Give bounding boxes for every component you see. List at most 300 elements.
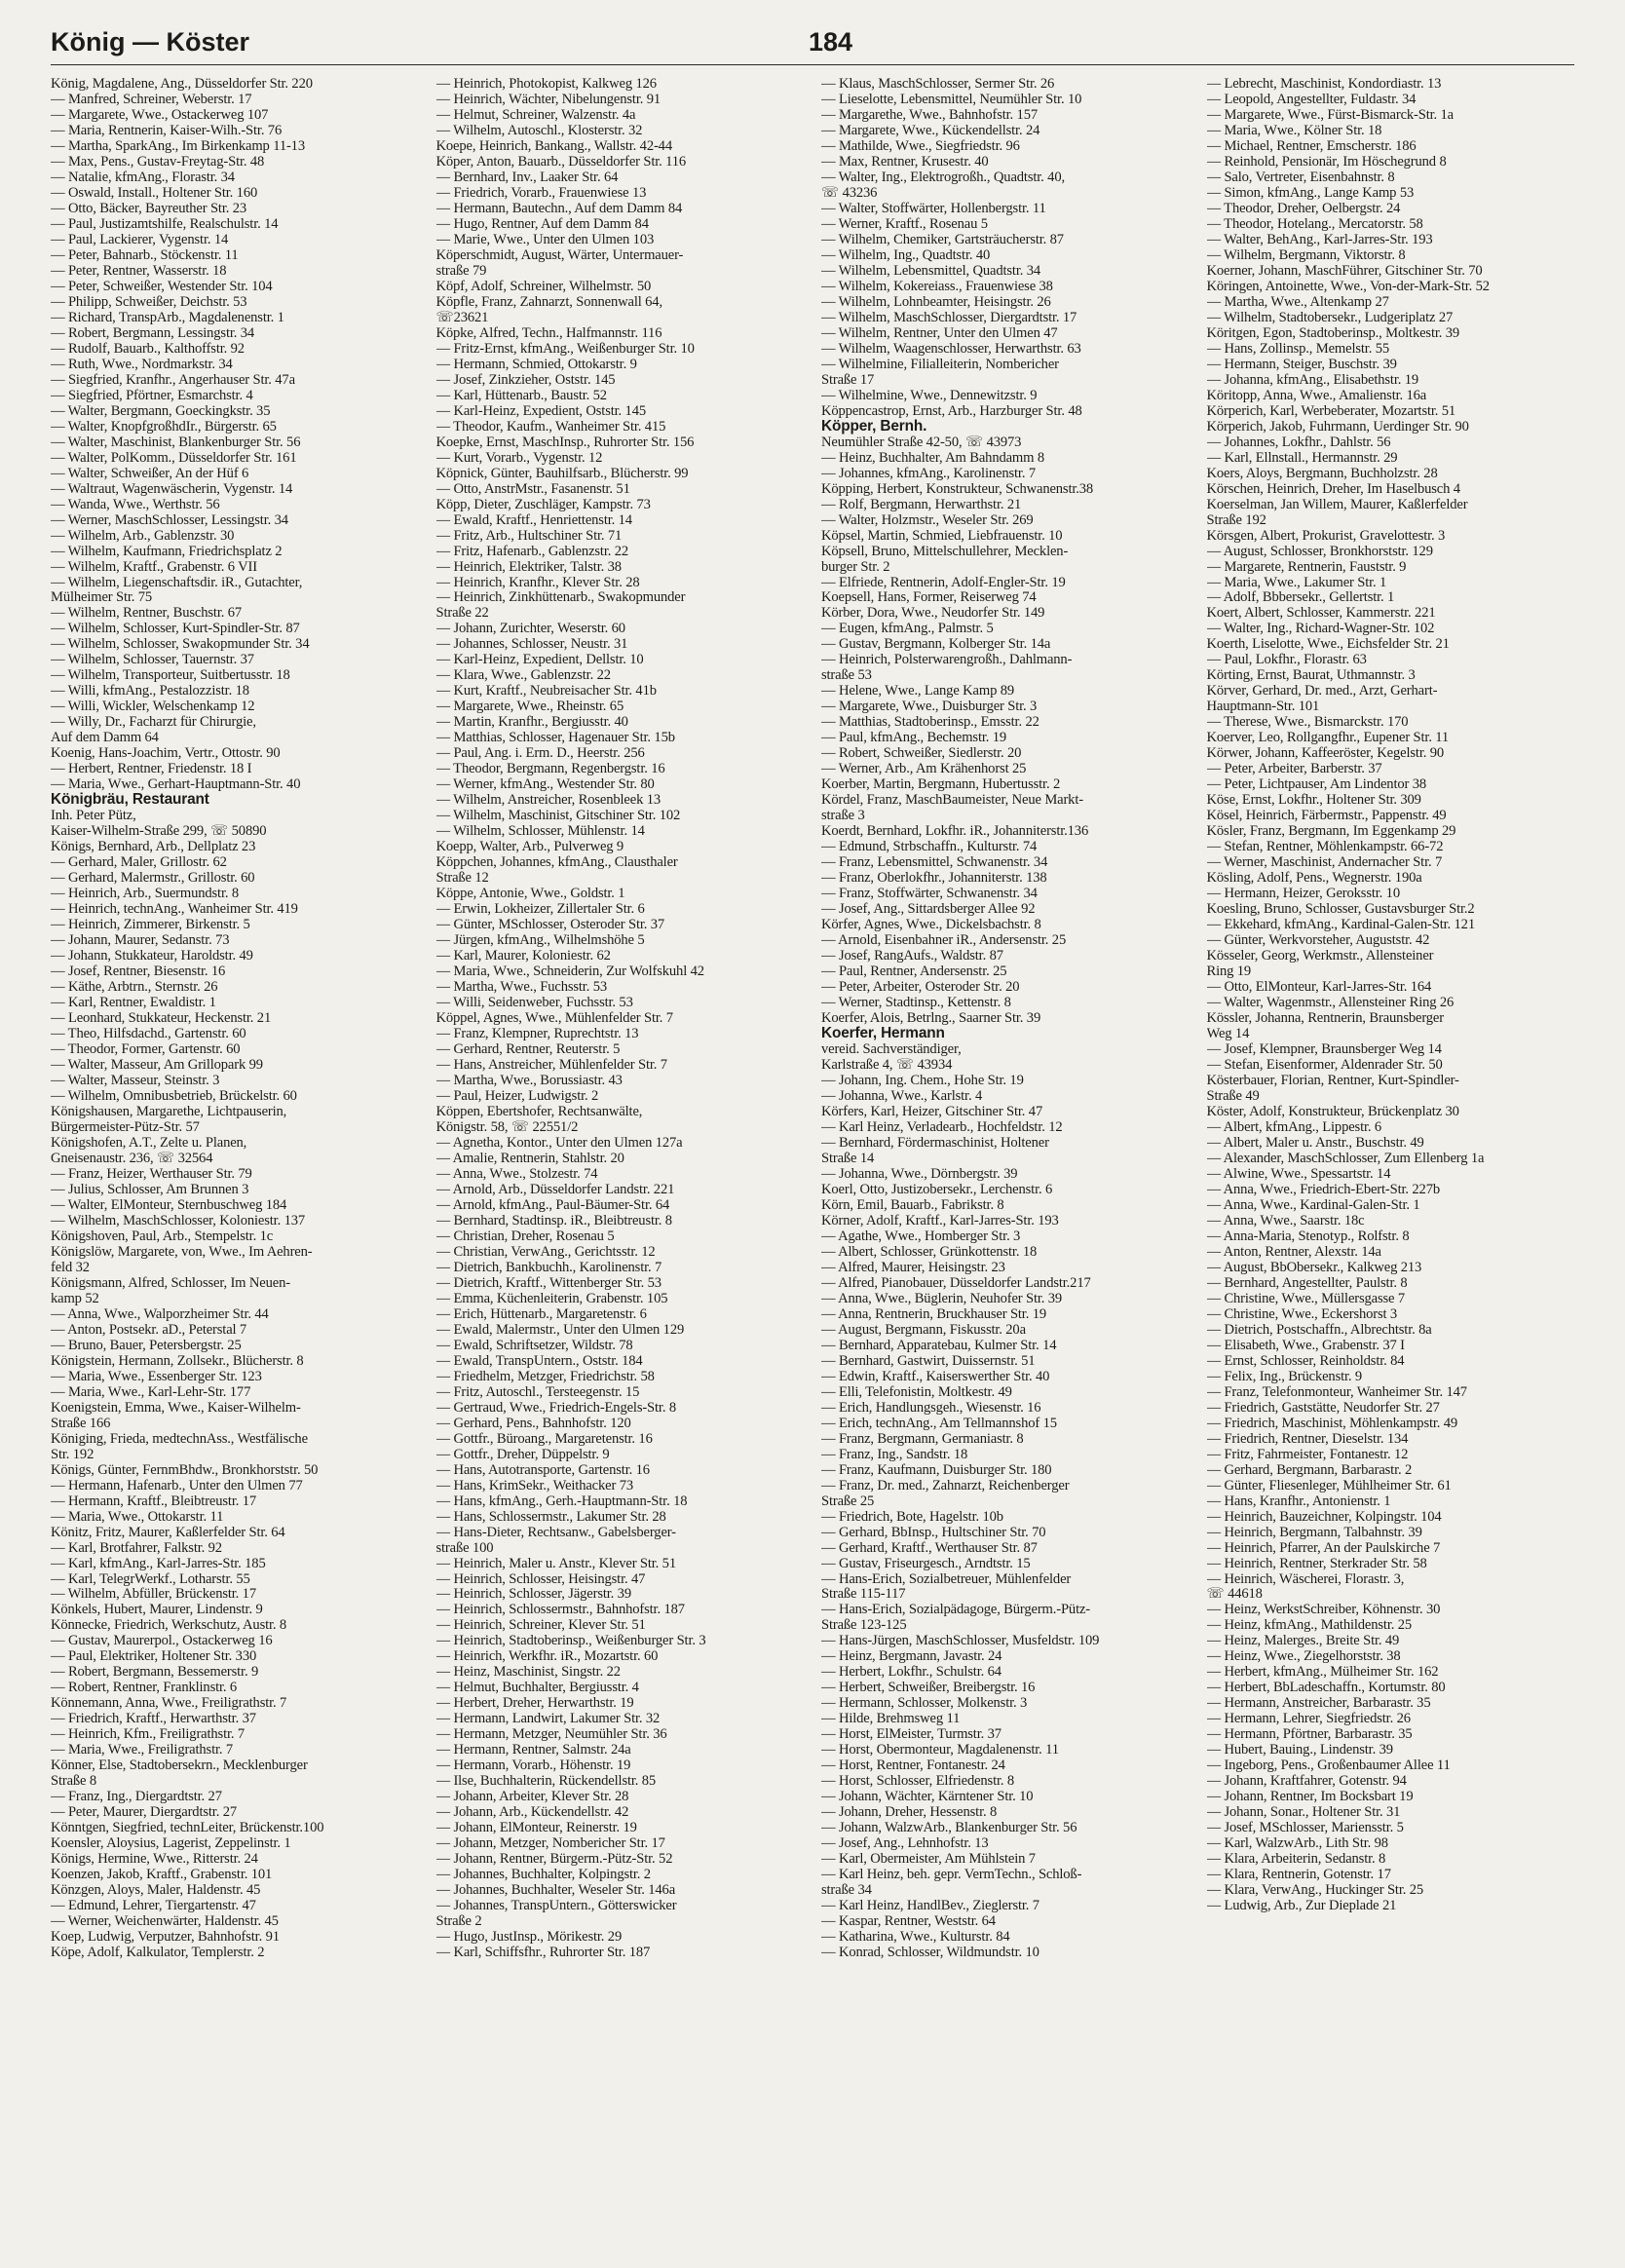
directory-entry: — Hermann, Bautechn., Auf dem Damm 84 — [435, 200, 683, 216]
directory-entry: — Johann, Metzger, Nombericher Str. 17 — [435, 1835, 665, 1852]
directory-entry: Straße 2 — [435, 1913, 482, 1930]
directory-entry: — Heinrich, technAng., Wanheimer Str. 419 — [51, 901, 298, 918]
directory-entry: — Karl Heinz, beh. gepr. VermTechn., Schloß- — [821, 1867, 1082, 1883]
directory-entry: — Wilhelm, Kraftf., Grabenstr. 6 VII — [51, 558, 257, 575]
directory-entry: — Adolf, Bbbersekr., Gellertstr. 1 — [1206, 589, 1395, 606]
directory-entry: — Heinz, Wwe., Ziegelhorststr. 38 — [1206, 1648, 1401, 1665]
directory-entry: — Siegfried, Kranfhr., Angerhauser Str. 47a — [51, 371, 295, 388]
directory-entry: — Herbert, BbLadeschaffn., Kortumstr. 80 — [1206, 1680, 1446, 1696]
directory-entry: — Christian, Dreher, Rosenau 5 — [435, 1228, 615, 1244]
directory-entry: — Günter, Werkvorsteher, Auguststr. 42 — [1206, 932, 1430, 949]
directory-entry: Str. 192 — [51, 1446, 94, 1462]
directory-entry: — Max, Rentner, Krusestr. 40 — [821, 153, 989, 170]
directory-entry: Körperich, Jakob, Fuhrmann, Uerdinger Str. 90 — [1206, 418, 1469, 435]
directory-entry: — Alfred, Maurer, Heisingstr. 23 — [821, 1259, 1005, 1275]
directory-entry: — Karl, Maurer, Koloniestr. 62 — [435, 948, 611, 964]
directory-entry: — Alfred, Pianobauer, Düsseldorfer Landstr.217 — [821, 1274, 1091, 1291]
directory-entry: — Wilhelm, Rentner, Buschstr. 67 — [51, 605, 243, 622]
directory-entry: — Heinrich, Elektriker, Talstr. 38 — [435, 558, 622, 575]
directory-entry: — Martha, Wwe., Fuchsstr. 53 — [435, 979, 607, 996]
directory-entry: — Paul, Lackierer, Vygenstr. 14 — [51, 231, 229, 247]
directory-entry: — Fritz, Hafenarb., Gablenzstr. 22 — [435, 543, 629, 559]
directory-entry: — Johann, Kraftfahrer, Gotenstr. 94 — [1206, 1773, 1407, 1790]
directory-entry: — Robert, Bergmann, Bessemerstr. 9 — [51, 1664, 259, 1681]
directory-entry: — Gottfr., Dreher, Düppelstr. 9 — [435, 1446, 610, 1462]
directory-entry: — Klara, VerwAng., Huckinger Str. 25 — [1206, 1882, 1424, 1899]
directory-entry: — Paul, Elektriker, Holtener Str. 330 — [51, 1648, 257, 1665]
directory-entry: — Werner, Kraftf., Rosenau 5 — [821, 215, 988, 232]
directory-entry: — Ewald, Schriftsetzer, Wildstr. 78 — [435, 1337, 633, 1353]
directory-entry: — Lieselotte, Lebensmittel, Neumühler Str. 10 — [821, 91, 1082, 107]
directory-entry: — Wilhelm, Ing., Quadtstr. 40 — [821, 246, 991, 263]
directory-entry: — Jürgen, kfmAng., Wilhelmshöhe 5 — [435, 932, 645, 949]
directory-entry: — Karl, Schiffsfhr., Ruhrorter Str. 187 — [435, 1945, 651, 1961]
directory-entry: — Elli, Telefonistin, Moltkestr. 49 — [821, 1383, 1012, 1400]
directory-entry: — Peter, Arbeiter, Osteroder Str. 20 — [821, 979, 1020, 996]
directory-entry: — Walter, Maschinist, Blankenburger Str. 56 — [51, 434, 301, 450]
directory-entry: — Hans, Zollinsp., Memelstr. 55 — [1206, 340, 1389, 357]
directory-entry: — Maria, Wwe., Essenberger Str. 123 — [51, 1368, 262, 1384]
directory-entry: — Anna, Wwe., Walporzheimer Str. 44 — [51, 1305, 269, 1322]
directory-entry: — Wanda, Wwe., Werthstr. 56 — [51, 496, 220, 512]
directory-entry: — Leopold, Angestellter, Fuldastr. 34 — [1206, 91, 1417, 107]
directory-entry: — Anna, Wwe., Saarstr. 18c — [1206, 1212, 1365, 1228]
directory-entry: — Paul, kfmAng., Bechemstr. 19 — [821, 730, 1007, 746]
directory-entry: — Robert, Schweißer, Siedlerstr. 20 — [821, 745, 1022, 762]
directory-entry: — Helmut, Buchhalter, Bergiusstr. 4 — [435, 1680, 639, 1696]
directory-entry: — Werner, Weichenwärter, Haldenstr. 45 — [51, 1913, 279, 1930]
directory-entry: — Walter, Holzmstr., Weseler Str. 269 — [821, 511, 1034, 528]
directory-entry: Gneisenaustr. 236, ☏ 32564 — [51, 1150, 213, 1166]
directory-entry: — Heinrich, Maler u. Anstr., Klever Str. 51 — [435, 1555, 676, 1571]
directory-entry: Königs, Bernhard, Arb., Dellplatz 23 — [51, 839, 256, 855]
directory-entry: — Johann, ElMonteur, Reinerstr. 19 — [435, 1820, 637, 1836]
directory-entry: — Robert, Bergmann, Lessingstr. 34 — [51, 324, 255, 341]
directory-entry: — Wilhelm, Abfüller, Brückenstr. 17 — [51, 1586, 256, 1603]
directory-entry: Kösterbauer, Florian, Rentner, Kurt-Spindler- — [1206, 1073, 1459, 1088]
directory-entry: — Heinz, Malerges., Breite Str. 49 — [1206, 1633, 1400, 1649]
directory-entry: — Wilhelm, Schlosser, Swakopmunder Str. 34 — [51, 636, 310, 653]
directory-entry: straße 3 — [821, 808, 865, 824]
directory-entry: — Wilhelm, Kokereiass., Frauenwiese 38 — [821, 278, 1053, 294]
directory-entry: — Josef, Zinkzieher, Oststr. 145 — [435, 371, 616, 388]
directory-entry: Könnemann, Anna, Wwe., Freiligrathstr. 7 — [51, 1695, 287, 1712]
directory-entry: — Josef, Rentner, Biesenstr. 16 — [51, 964, 226, 980]
directory-entry: — Maria, Wwe., Kölner Str. 18 — [1206, 122, 1382, 138]
directory-entry: — Theodor, Bergmann, Regenbergstr. 16 — [435, 761, 665, 777]
directory-entry: Koenig, Hans-Joachim, Vertr., Ottostr. 90 — [51, 745, 281, 762]
directory-entry: — Matthias, Stadtoberinsp., Emsstr. 22 — [821, 714, 1039, 731]
directory-entry: — Friedrich, Bote, Hagelstr. 10b — [821, 1508, 1003, 1525]
directory-entry: — Anna, Rentnerin, Bruckhauser Str. 19 — [821, 1305, 1047, 1322]
directory-entry: Koerner, Johann, MaschFührer, Gitschiner Str. 70 — [1206, 262, 1483, 279]
directory-entry: — Margarete, Wwe., Kückendellstr. 24 — [821, 122, 1040, 138]
directory-entry: Körwer, Johann, Kaffeeröster, Kegelstr. 90 — [1206, 745, 1445, 762]
directory-entry: — Ewald, Kraftf., Henriettenstr. 14 — [435, 511, 632, 528]
directory-entry: — Ewald, Malermstr., Unter den Ulmen 129 — [435, 1321, 685, 1338]
column-1 — [51, 76, 415, 2253]
directory-entry: — Wilhelm, MaschSchlosser, Koloniestr. 137 — [51, 1212, 306, 1228]
directory-entry: — Wilhelm, Stadtobersekr., Ludgeriplatz 27 — [1206, 309, 1454, 325]
directory-entry: — Konrad, Schlosser, Wildmundstr. 10 — [821, 1945, 1039, 1961]
directory-entry: — Hans-Erich, Sozialpädagoge, Bürgerm.-Pütz- — [821, 1602, 1091, 1618]
directory-entry: Körperich, Karl, Werbeberater, Mozartstr. 51 — [1206, 402, 1456, 419]
directory-entry: Mülheimer Str. 75 — [51, 589, 153, 606]
directory-entry: — Heinz, WerkstSchreiber, Köhnenstr. 30 — [1206, 1602, 1441, 1618]
directory-entry: — Kurt, Vorarb., Vygenstr. 12 — [435, 449, 603, 466]
directory-entry: Königstr. 58, ☏ 22551/2 — [435, 1118, 579, 1135]
directory-entry: — Theodor, Former, Gartenstr. 60 — [51, 1041, 241, 1058]
directory-entry: — Walter, Masseur, Steinstr. 3 — [51, 1073, 220, 1088]
directory-entry: — Wilhelm, Schlosser, Tauernstr. 37 — [51, 652, 254, 668]
directory-entry: — Christian, VerwAng., Gerichtsstr. 12 — [435, 1243, 656, 1260]
directory-entry: — Wilhelm, Transporteur, Suitbertusstr. 18 — [51, 667, 290, 684]
directory-entry: — Herbert, Dreher, Herwarthstr. 19 — [435, 1695, 634, 1712]
directory-entry: Königstein, Hermann, Zollsekr., Blücherstr. 8 — [51, 1352, 304, 1369]
directory-entry: — Werner, kfmAng., Westender Str. 80 — [435, 776, 655, 793]
directory-entry: — Heinrich, Arb., Suermundstr. 8 — [51, 886, 240, 902]
directory-entry: Könntgen, Siegfried, technLeiter, Brückenstr.100 — [51, 1820, 324, 1836]
directory-entry: — Heinz, Buchhalter, Am Bahndamm 8 — [821, 449, 1044, 466]
page-number: 184 — [809, 27, 853, 57]
directory-entry: — Friedrich, Gaststätte, Neudorfer Str. 27 — [1206, 1399, 1440, 1416]
directory-entry: — Klara, Wwe., Gablenzstr. 22 — [435, 667, 611, 684]
directory-entry: — Albert, Maler u. Anstr., Buschstr. 49 — [1206, 1134, 1424, 1151]
directory-entry: Köpke, Alfred, Techn., Halfmannstr. 116 — [435, 324, 662, 341]
directory-entry: Köppchen, Johannes, kfmAng., Clausthaler — [435, 854, 678, 871]
directory-entry: Koensler, Aloysius, Lagerist, Zeppelinstr. 1 — [51, 1835, 291, 1852]
directory-entry: Könkels, Hubert, Maurer, Lindenstr. 9 — [51, 1602, 263, 1618]
directory-entry: — Gerhard, Maler, Grillostr. 62 — [51, 854, 227, 871]
directory-entry: — Therese, Wwe., Bismarckstr. 170 — [1206, 714, 1409, 731]
directory-entry: Koerselman, Jan Willem, Maurer, Kaßlerfelder — [1206, 496, 1468, 512]
directory-entry: — Karl Heinz, HandlBev., Zieglerstr. 7 — [821, 1898, 1039, 1914]
directory-entry: — Karl-Heinz, Expedient, Dellstr. 10 — [435, 652, 644, 668]
directory-entry: — Theo, Hilfsdachd., Gartenstr. 60 — [51, 1026, 246, 1042]
directory-entry: Straße 25 — [821, 1493, 875, 1509]
directory-entry: — Anton, Postsekr. aD., Peterstal 7 — [51, 1321, 247, 1338]
directory-entry: — Peter, Schweißer, Westender Str. 104 — [51, 278, 273, 294]
directory-entry: — Heinrich, Schlossermstr., Bahnhofstr. 187 — [435, 1602, 685, 1618]
directory-entry: — Leonhard, Stukkateur, Heckenstr. 21 — [51, 1010, 272, 1027]
directory-entry: — Dietrich, Kraftf., Wittenberger Str. 53 — [435, 1274, 661, 1291]
directory-entry: vereid. Sachverständiger, — [821, 1041, 962, 1058]
directory-entry: — Ludwig, Arb., Zur Dieplade 21 — [1206, 1898, 1397, 1914]
directory-entry: — Franz, Klempner, Ruprechtstr. 13 — [435, 1026, 639, 1042]
directory-entry: — Horst, Schlosser, Elfriedenstr. 8 — [821, 1773, 1015, 1790]
directory-entry: Koepke, Ernst, MaschInsp., Ruhrorter Str. 156 — [435, 434, 695, 450]
directory-entry: — Heinz, Maschinist, Singstr. 22 — [435, 1664, 621, 1681]
directory-entry: — Johann, Arbeiter, Klever Str. 28 — [435, 1789, 629, 1805]
directory-entry: — Karl, Ellnstall., Hermannstr. 29 — [1206, 449, 1398, 466]
directory-entry: — Johannes, Lokfhr., Dahlstr. 56 — [1206, 434, 1391, 450]
directory-entry: Bürgermeister-Pütz-Str. 57 — [51, 1118, 200, 1135]
directory-entry: — Arnold, kfmAng., Paul-Bäumer-Str. 64 — [435, 1196, 670, 1213]
directory-entry: Könnecke, Friedrich, Werkschutz, Austr. 8 — [51, 1617, 287, 1634]
directory-entry: — Margarethe, Wwe., Bahnhofstr. 157 — [821, 106, 1038, 123]
directory-entry: Kössler, Johanna, Rentnerin, Braunsberger — [1206, 1010, 1444, 1027]
column-2 — [436, 76, 801, 2253]
directory-entry: — Heinrich, Stadtoberinsp., Weißenburger Str. 3 — [435, 1633, 706, 1649]
directory-entry: — Johann, Ing. Chem., Hohe Str. 19 — [821, 1073, 1024, 1088]
directory-entry: Körn, Emil, Bauarb., Fabrikstr. 8 — [821, 1196, 1004, 1213]
directory-entry: — Alwine, Wwe., Spessartstr. 14 — [1206, 1165, 1391, 1182]
directory-entry: — Franz, Lebensmittel, Schwanenstr. 34 — [821, 854, 1048, 871]
directory-entry: Köpsell, Bruno, Mittelschullehrer, Mecklen- — [821, 543, 1069, 559]
directory-entry: — Margarete, Wwe., Duisburger Str. 3 — [821, 699, 1038, 715]
directory-entry: — Helene, Wwe., Lange Kamp 89 — [821, 683, 1015, 699]
directory-entry: — Erich, Handlungsgeh., Wiesenstr. 16 — [821, 1399, 1041, 1416]
directory-entry: — Bernhard, Gastwirt, Duissernstr. 51 — [821, 1352, 1036, 1369]
directory-entry: — Wilhelm, Lohnbeamter, Heisingstr. 26 — [821, 293, 1051, 310]
directory-entry: — Agathe, Wwe., Homberger Str. 3 — [821, 1228, 1021, 1244]
directory-entry: — Gustav, Friseurgesch., Arndtstr. 15 — [821, 1555, 1031, 1571]
directory-entry: — Johann, Maurer, Sedanstr. 73 — [51, 932, 230, 949]
directory-entry: — Maria, Rentnerin, Kaiser-Wilh.-Str. 76 — [51, 122, 283, 138]
directory-entry: — Gustav, Maurerpol., Ostackerweg 16 — [51, 1633, 273, 1649]
directory-entry: — Hermann, Metzger, Neumühler Str. 36 — [435, 1726, 667, 1743]
directory-entry: — Walter, KnopfgroßhdIr., Bürgerstr. 65 — [51, 418, 277, 435]
directory-entry: — Johann, Stukkateur, Haroldstr. 49 — [51, 948, 253, 964]
directory-entry: Köster, Adolf, Konstrukteur, Brückenplatz 30 — [1206, 1103, 1459, 1119]
directory-entry: — Albert, kfmAng., Lippestr. 6 — [1206, 1118, 1382, 1135]
directory-entry: — Wilhelm, Maschinist, Gitschiner Str. 102 — [435, 808, 681, 824]
directory-entry: — Hugo, Rentner, Auf dem Damm 84 — [435, 215, 649, 232]
directory-entry: — Josef, RangAufs., Waldstr. 87 — [821, 948, 1003, 964]
directory-entry: Königs, Hermine, Wwe., Ritterstr. 24 — [51, 1851, 258, 1868]
directory-entry: — Franz, Heizer, Werthauser Str. 79 — [51, 1165, 252, 1182]
directory-entry: — Reinhold, Pensionär, Im Höschegrund 8 — [1206, 153, 1447, 170]
directory-entry: — Peter, Lichtpauser, Am Lindentor 38 — [1206, 776, 1427, 793]
directory-entry: — Johanna, Wwe., Karlstr. 4 — [821, 1087, 983, 1104]
directory-entry: — Ruth, Wwe., Nordmarkstr. 34 — [51, 356, 233, 372]
directory-entry: — Werner, Arb., Am Krähenhorst 25 — [821, 761, 1027, 777]
directory-entry: Koesling, Bruno, Schlosser, Gustavsburger Str.2 — [1206, 901, 1475, 918]
directory-entry: — Amalie, Rentnerin, Stahlstr. 20 — [435, 1150, 624, 1166]
directory-entry: — Johannes, Schlosser, Neustr. 31 — [435, 636, 628, 653]
directory-entry: — Gustav, Bergmann, Kolberger Str. 14a — [821, 636, 1051, 653]
directory-entry: — Wilhelm, Arb., Gablenzstr. 30 — [51, 527, 235, 544]
directory-entry: — Hermann, Vorarb., Höhenstr. 19 — [435, 1758, 631, 1774]
directory-entry: — Hans, Schlossermstr., Lakumer Str. 28 — [435, 1508, 666, 1525]
directory-entry: — Herbert, kfmAng., Mülheimer Str. 162 — [1206, 1664, 1439, 1681]
directory-entry: — Johann, Wächter, Kärntener Str. 10 — [821, 1789, 1034, 1805]
directory-entry: — Heinz, Bergmann, Javastr. 24 — [821, 1648, 1002, 1665]
directory-entry: — Erich, technAng., Am Tellmannshof 15 — [821, 1415, 1057, 1431]
directory-entry: Kösling, Adolf, Pens., Wegnerstr. 190a — [1206, 870, 1422, 887]
directory-entry: Könitz, Fritz, Maurer, Kaßlerfelder Str. 64 — [51, 1524, 285, 1540]
directory-entry: — Friedrich, Kraftf., Herwarthstr. 37 — [51, 1711, 256, 1727]
directory-entry: Köpe, Adolf, Kalkulator, Templerstr. 2 — [51, 1945, 265, 1961]
directory-entry: — Siegfried, Pförtner, Esmarchstr. 4 — [51, 387, 253, 403]
directory-entry: Köpper, Bernh. — [821, 418, 927, 435]
directory-entry: Köppencastrop, Ernst, Arb., Harzburger Str. 48 — [821, 402, 1082, 419]
directory-entry: — Heinrich, Rentner, Sterkrader Str. 58 — [1206, 1555, 1427, 1571]
directory-entry: — Martha, Wwe., Borussiastr. 43 — [435, 1073, 623, 1088]
directory-entry: — Walter, Ing., Elektrogroßh., Quadtstr. 40, — [821, 169, 1065, 185]
directory-entry: Neumühler Straße 42-50, ☏ 43973 — [821, 434, 1022, 450]
directory-entry: — Johann, Dreher, Hessenstr. 8 — [821, 1804, 998, 1821]
directory-entry: — Margarete, Wwe., Ostackerweg 107 — [51, 106, 269, 123]
directory-entry: — Heinrich, Zimmerer, Birkenstr. 5 — [51, 917, 250, 933]
directory-entry: — Wilhelm, Rentner, Unter den Ulmen 47 — [821, 324, 1058, 341]
directory-entry: — Horst, ElMeister, Turmstr. 37 — [821, 1726, 1001, 1743]
directory-entry: — Christine, Wwe., Eckershorst 3 — [1206, 1305, 1398, 1322]
directory-entry: — Anna-Maria, Stenotyp., Rolfstr. 8 — [1206, 1228, 1410, 1244]
directory-entry: Straße 123-125 — [821, 1617, 907, 1634]
directory-entry: Koerfer, Alois, Betrlng., Saarner Str. 39 — [821, 1010, 1041, 1027]
directory-entry: Körschen, Heinrich, Dreher, Im Haselbusch 4 — [1206, 480, 1460, 497]
directory-entry: — Hubert, Bauing., Lindenstr. 39 — [1206, 1742, 1393, 1758]
directory-entry: — Dietrich, Postschaffn., Albrechtstr. 8a — [1206, 1321, 1432, 1338]
directory-entry: — Franz, Telefonmonteur, Wanheimer Str. 147 — [1206, 1383, 1467, 1400]
directory-entry: Körfer, Agnes, Wwe., Dickelsbachstr. 8 — [821, 917, 1041, 933]
directory-entry: — Gertraud, Wwe., Friedrich-Engels-Str. 8 — [435, 1399, 676, 1416]
directory-entry: — Wilhelm, Schlosser, Kurt-Spindler-Str. 87 — [51, 621, 300, 637]
directory-entry: — Maria, Wwe., Gerhart-Hauptmann-Str. 40 — [51, 776, 301, 793]
directory-entry: Kaiser-Wilhelm-Straße 299, ☏ 50890 — [51, 823, 267, 840]
directory-entry: Hauptmann-Str. 101 — [1206, 699, 1320, 715]
directory-entry: straße 53 — [821, 667, 872, 684]
directory-entry: — Hans-Erich, Sozialbetreuer, Mühlenfelder — [821, 1570, 1072, 1587]
directory-entry: Weg 14 — [1206, 1026, 1250, 1042]
directory-entry: — Hermann, Schlosser, Molkenstr. 3 — [821, 1695, 1028, 1712]
directory-entry: — Christine, Wwe., Müllersgasse 7 — [1206, 1290, 1406, 1306]
directory-entry: Köppe, Antonie, Wwe., Goldstr. 1 — [435, 886, 625, 902]
directory-entry: — Gerhard, Kraftf., Werthauser Str. 87 — [821, 1539, 1038, 1556]
directory-entry: — Maria, Wwe., Lakumer Str. 1 — [1206, 574, 1387, 590]
directory-entry: — Paul, Rentner, Andersenstr. 25 — [821, 964, 1007, 980]
directory-entry: Inh. Peter Pütz, — [51, 808, 136, 824]
directory-entry: — Werner, Stadtinsp., Kettenstr. 8 — [821, 995, 1011, 1011]
directory-entry: Köppen, Ebertshofer, Rechtsanwälte, — [435, 1103, 643, 1119]
directory-entry: — Edmund, Lehrer, Tiergartenstr. 47 — [51, 1898, 256, 1914]
directory-entry: ☏ 44618 — [1206, 1586, 1263, 1603]
directory-entry: — Heinrich, Schlosser, Heisingstr. 47 — [435, 1570, 646, 1587]
directory-entry: — Lebrecht, Maschinist, Kondordiastr. 13 — [1206, 76, 1442, 92]
directory-entry: — Peter, Rentner, Wasserstr. 18 — [51, 262, 227, 279]
directory-entry: — Waltraut, Wagenwäscherin, Vygenstr. 14 — [51, 480, 293, 497]
directory-entry: — Emma, Küchenleiterin, Grabenstr. 105 — [435, 1290, 668, 1306]
directory-entry: — Bernhard, Stadtinsp. iR., Bleibtreustr. 8 — [435, 1212, 672, 1228]
directory-entry: — Wilhelmine, Filialleiterin, Nombericher — [821, 356, 1059, 372]
directory-entry: Karlstraße 4, ☏ 43934 — [821, 1057, 953, 1073]
directory-entry: — Gerhard, Rentner, Reuterstr. 5 — [435, 1041, 621, 1058]
directory-entry: — Arnold, Eisenbahner iR., Andersenstr. 25 — [821, 932, 1067, 949]
directory-entry: — Edwin, Kraftf., Kaiserswerther Str. 40 — [821, 1368, 1050, 1384]
directory-entry: Koers, Aloys, Bergmann, Buchholzstr. 28 — [1206, 465, 1438, 481]
directory-entry: — Friedrich, Maschinist, Möhlenkampstr. 49 — [1206, 1415, 1458, 1431]
directory-entry: — Hans, KrimSekr., Weithacker 73 — [435, 1477, 633, 1493]
directory-entry: — Hermann, Anstreicher, Barbarastr. 35 — [1206, 1695, 1431, 1712]
directory-entry: — Martha, SparkAng., Im Birkenkamp 11-13 — [51, 137, 305, 154]
directory-entry: — Hans, Kranfhr., Antonienstr. 1 — [1206, 1493, 1391, 1509]
directory-entry: — Manfred, Schreiner, Weberstr. 17 — [51, 91, 252, 107]
directory-entry: — Willy, Dr., Facharzt für Chirurgie, — [51, 714, 256, 731]
directory-entry: — Otto, AnstrMstr., Fasanenstr. 51 — [435, 480, 630, 497]
directory-entry: — Ingeborg, Pens., Großenbaumer Allee 11 — [1206, 1758, 1451, 1774]
directory-entry: Straße 14 — [821, 1150, 875, 1166]
directory-entry: straße 100 — [435, 1539, 494, 1556]
directory-entry: — Anna, Wwe., Stolzestr. 74 — [435, 1165, 598, 1182]
directory-entry: Koenigstein, Emma, Wwe., Kaiser-Wilhelm- — [51, 1399, 301, 1416]
directory-entry: Straße 17 — [821, 371, 875, 388]
directory-entry: — Stefan, Eisenformer, Aldenrader Str. 50 — [1206, 1057, 1443, 1073]
directory-entry: — Bernhard, Fördermaschinist, Holtener — [821, 1134, 1049, 1151]
directory-entry: Kösseler, Georg, Werkmstr., Allensteiner — [1206, 948, 1434, 964]
directory-entry: — Wilhelm, Autoschl., Klosterstr. 32 — [435, 122, 643, 138]
directory-entry: — Bernhard, Angestellter, Paulstr. 8 — [1206, 1274, 1408, 1291]
directory-entry: — Michael, Rentner, Emscherstr. 186 — [1206, 137, 1417, 154]
directory-entry: — Alexander, MaschSchlosser, Zum Ellenberg 1a — [1206, 1150, 1485, 1166]
directory-entry: — Heinrich, Bergmann, Talbahnstr. 39 — [1206, 1524, 1422, 1540]
directory-entry: — Walter, PolKomm., Düsseldorfer Str. 161 — [51, 449, 297, 466]
directory-entry: — Hermann, Kraftf., Bleibtreustr. 17 — [51, 1493, 257, 1509]
directory-entry: — Rolf, Bergmann, Herwarthstr. 21 — [821, 496, 1022, 512]
directory-entry: Köpfle, Franz, Zahnarzt, Sonnenwall 64, — [435, 293, 662, 310]
directory-entry: — Otto, Bäcker, Bayreuther Str. 23 — [51, 200, 247, 216]
directory-entry: — Otto, ElMonteur, Karl-Jarres-Str. 164 — [1206, 979, 1432, 996]
directory-entry: Körver, Gerhard, Dr. med., Arzt, Gerhart- — [1206, 683, 1438, 699]
directory-entry: kamp 52 — [51, 1290, 99, 1306]
directory-entry: — Johann, Zurichter, Weserstr. 60 — [435, 621, 625, 637]
directory-entry: — Josef, Klempner, Braunsberger Weg 14 — [1206, 1041, 1442, 1058]
directory-entry: — Franz, Stoffwärter, Schwanenstr. 34 — [821, 886, 1038, 902]
directory-entry: — Walter, Bergmann, Goeckingkstr. 35 — [51, 402, 271, 419]
directory-entry: — Gerhard, Malermstr., Grillostr. 60 — [51, 870, 255, 887]
directory-entry: — Anna, Wwe., Büglerin, Neuhofer Str. 39 — [821, 1290, 1063, 1306]
directory-entry: Straße 166 — [51, 1415, 111, 1431]
directory-entry: — Hugo, JustInsp., Mörikestr. 29 — [435, 1929, 623, 1946]
directory-entry: — Heinrich, Schlosser, Jägerstr. 39 — [435, 1586, 631, 1603]
directory-entry: — Maria, Wwe., Ottokarstr. 11 — [51, 1508, 224, 1525]
directory-entry: Königs, Günter, FernmBhdw., Bronkhorststr. 50 — [51, 1461, 319, 1478]
directory-entry: — Heinrich, Zinkhüttenarb., Swakopmunder — [435, 589, 686, 606]
directory-entry: — Käthe, Arbtrn., Sternstr. 26 — [51, 979, 218, 996]
directory-entry: — Elisabeth, Wwe., Grabenstr. 37 I — [1206, 1337, 1405, 1353]
directory-entry: — Gerhard, BbInsp., Hultschiner Str. 70 — [821, 1524, 1046, 1540]
directory-entry: — Theodor, Dreher, Oelbergstr. 24 — [1206, 200, 1401, 216]
directory-entry: — Philipp, Schweißer, Deichstr. 53 — [51, 293, 247, 310]
directory-entry: — Heinrich, Kfm., Freiligrathstr. 7 — [51, 1726, 246, 1743]
directory-entry: — Fritz, Autoschl., Tersteegenstr. 15 — [435, 1383, 640, 1400]
directory-entry: straße 34 — [821, 1882, 872, 1899]
directory-entry: — Hermann, Lehrer, Siegfriedstr. 26 — [1206, 1711, 1411, 1727]
directory-entry: — Wilhelm, Anstreicher, Rosenbleek 13 — [435, 792, 661, 809]
directory-entry: — Wilhelm, Schlosser, Mühlenstr. 14 — [435, 823, 645, 840]
directory-entry: — Walter, Stoffwärter, Hollenbergstr. 11 — [821, 200, 1046, 216]
directory-entry: Koerl, Otto, Justizobersekr., Lerchenstr. 6 — [821, 1181, 1053, 1197]
directory-entry: — Wilhelm, Chemiker, Gartsträucherstr. 87 — [821, 231, 1064, 247]
directory-entry: — Josef, Ang., Sittardsberger Allee 92 — [821, 901, 1036, 918]
directory-entry: Köper, Anton, Bauarb., Düsseldorfer Str. 116 — [435, 153, 687, 170]
directory-entry: — Herbert, Lokfhr., Schulstr. 64 — [821, 1664, 1001, 1681]
directory-entry: — Klaus, MaschSchlosser, Sermer Str. 26 — [821, 76, 1055, 92]
directory-entry: — Paul, Ang. i. Erm. D., Heerstr. 256 — [435, 745, 645, 762]
directory-entry: Köppel, Agnes, Wwe., Mühlenfelder Str. 7 — [435, 1010, 673, 1027]
directory-entry: Koerver, Leo, Rollgangfhr., Eupener Str. 11 — [1206, 730, 1450, 746]
directory-entry: — Walter, Schweißer, An der Hüf 6 — [51, 465, 249, 481]
directory-entry: — Werner, Maschinist, Andernacher Str. 7 — [1206, 854, 1443, 871]
directory-entry: — Maria, Wwe., Freiligrathstr. 7 — [51, 1742, 234, 1758]
directory-entry: Koep, Ludwig, Verputzer, Bahnhofstr. 91 — [51, 1929, 280, 1946]
directory-entry: — Karl, Hüttenarb., Baustr. 52 — [435, 387, 607, 403]
directory-entry: — Helmut, Schreiner, Walzenstr. 4a — [435, 106, 636, 123]
directory-entry: — Johanna, kfmAng., Elisabethstr. 19 — [1206, 371, 1419, 388]
directory-entry: — Wilhelm, Liegenschaftsdir. iR., Gutachter, — [51, 574, 303, 590]
column-3 — [821, 76, 1186, 2253]
directory-entry: — Willi, kfmAng., Pestalozzistr. 18 — [51, 683, 249, 699]
